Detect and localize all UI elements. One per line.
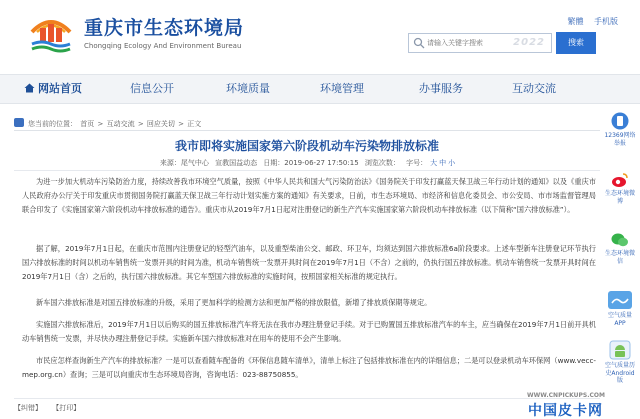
nav-item-env-quality[interactable]: 环境质量 xyxy=(226,82,270,95)
search-icon xyxy=(413,37,425,49)
breadcrumb-responses[interactable]: 回应关切 xyxy=(146,120,175,128)
article-paragraph: 市民应怎样查询新生产汽车的排放标准？一是可以查看随车配备的《环保信息随车清单》，清单上标注了包括排放标准在内的详细信息；二是可以登录机动车环保网（www.vecc-mep.org.cn）查询；三是可以向重庆市生态环境局咨询，咨询电话：023-88750855。 xyxy=(22,356,596,379)
article-views: 浏览次数： xyxy=(364,159,400,167)
breadcrumb-interaction[interactable]: 互动交流 xyxy=(106,120,135,128)
site-title: 重庆市生态环境局 xyxy=(84,17,245,39)
article-paragraph: 新车国六排放标准是对国五排放标准的升级，采用了更加科学的检测方法和更加严格的排放限值，新增了排放质保期等规定。 xyxy=(36,298,432,307)
air-quality-app-icon xyxy=(607,290,633,310)
article-category: 宣教国益动态 xyxy=(215,159,258,167)
android-app-icon xyxy=(609,340,631,360)
nav-item-info-disclosure[interactable]: 信息公开 xyxy=(130,82,174,95)
breadcrumb-prefix: 您当前的位置： xyxy=(28,120,77,128)
breadcrumb-separator: > xyxy=(178,120,185,128)
article-title: 我市即将实施国家第六阶段机动车污染物排放标准 xyxy=(174,139,439,153)
article-paragraph: 据了解，2019年7月1日起，在重庆市范围内注册登记的轻型汽油车，以及重型柴油公交、邮政、环卫车，均须达到国六排放标准6a阶段要求。上述车型新车注册登记环节执行国六排放标准的时间以机动车销售统一发票开具的时间为准，机动车销售统一发票开具时间在2019年7月1日（不含）之前的，仍执行国五排放标准。机动车销售统一发票开具时间在2019年7月1日（含）之后的，执行国六排放标准。其它车型国六排放标准的实施时间，按照国家相关标准的规定执行。 xyxy=(22,244,596,281)
mobile-version-link[interactable]: 手机版 xyxy=(594,17,618,26)
sidebar-label: 12369网络举报 xyxy=(604,132,636,147)
search-input[interactable] xyxy=(427,36,503,50)
sidebar-item-weibo[interactable] xyxy=(603,172,637,205)
breadcrumb-separator: > xyxy=(97,120,104,128)
article-paragraph: 为进一步加大机动车污染防治力度，持续改善我市环境空气质量，按照《中华人民共和国大气污染防治法》《国务院关于印发打赢蓝天保卫战三年行动计划的通知》以及《重庆市人民政府办公厅关于印发重庆市贯彻国务院打赢蓝天保卫战三年行动计划实施方案的通知》有关要求，日前，市生态环境局、市经济和信息化委员会、市公安局、市市场监督管理局联合印发了《实施国家第六阶段机动车排放标准的通告》。重庆市从2019年7月1日起对注册登记的新生产汽车实施国家第六阶段机动车排放标准（以下简称“国六排放标准”）。 xyxy=(22,177,596,214)
sidebar-label: 空气质量历史Android版 xyxy=(604,362,635,384)
nav-item-services[interactable]: 办事服务 xyxy=(419,82,463,95)
site-subtitle: Chongqing Ecology And Environment Bureau xyxy=(84,42,242,50)
sidebar-item-air-android[interactable] xyxy=(603,340,637,385)
nav-label-home: 网站首页 xyxy=(38,82,82,95)
article-date: 日期：2019-06-27 17:50:15 xyxy=(263,159,359,167)
search-decoration: 2022 xyxy=(513,37,545,48)
sidebar-item-wechat[interactable] xyxy=(603,232,637,265)
traditional-chinese-link[interactable]: 繁體 xyxy=(567,17,584,26)
font-size-small[interactable]: 小 xyxy=(448,159,456,167)
breadcrumb xyxy=(14,118,202,129)
font-size-medium[interactable]: 中 xyxy=(439,159,447,167)
top-links xyxy=(559,16,618,27)
sidebar-item-air-app[interactable] xyxy=(603,290,637,327)
sidebar-label: 空气质量APP xyxy=(607,312,632,327)
sidebar-label: 生态环境微信 xyxy=(604,250,635,265)
divider xyxy=(14,398,600,399)
divider xyxy=(14,170,600,171)
article-footer-links xyxy=(14,403,88,413)
location-pin-icon xyxy=(14,118,24,127)
breadcrumb-home[interactable]: 首页 xyxy=(80,120,95,128)
report-phone-icon xyxy=(611,112,629,130)
wechat-icon xyxy=(611,232,629,248)
sidebar-item-report[interactable] xyxy=(603,112,637,147)
search-box xyxy=(408,33,552,53)
watermark-url: WWW.CNPICKUPS.COM xyxy=(527,392,605,399)
print-link[interactable]: 【打印】 xyxy=(52,404,81,412)
article-meta xyxy=(14,158,600,168)
sidebar-label: 生态环境微博 xyxy=(604,190,635,205)
watermark-text: 中国皮卡网 xyxy=(528,403,603,419)
main-nav xyxy=(0,74,640,104)
bureau-logo-icon xyxy=(28,10,74,54)
search-button[interactable]: 搜索 xyxy=(556,32,596,54)
font-size-label: 字号： xyxy=(406,159,428,167)
breadcrumb-separator: > xyxy=(137,120,144,128)
home-icon xyxy=(24,83,35,93)
nav-item-interaction[interactable]: 互动交流 xyxy=(512,82,556,95)
breadcrumb-current: 正文 xyxy=(187,120,202,128)
divider xyxy=(14,130,600,131)
nav-item-home[interactable] xyxy=(24,75,82,103)
article-source: 来源：尾气中心 xyxy=(159,159,209,167)
weibo-icon xyxy=(611,172,629,188)
nav-item-env-management[interactable]: 环境管理 xyxy=(320,82,364,95)
article-paragraph: 实施国六排放标准后，2019年7月1日以后购买的国五排放标准汽车将无法在我市办理注册登记手续。对于已购置国五排放标准汽车的车主，应当确保在2019年7月1日前开具机动车销售统一发票，并尽快办理注册登记手续。实施新车国六排放标准对在用车的使用不会产生影响。 xyxy=(22,320,596,343)
font-size-large[interactable]: 大 xyxy=(430,159,438,167)
site-header xyxy=(0,0,640,72)
report-error-link[interactable]: 【纠错】 xyxy=(14,404,42,412)
